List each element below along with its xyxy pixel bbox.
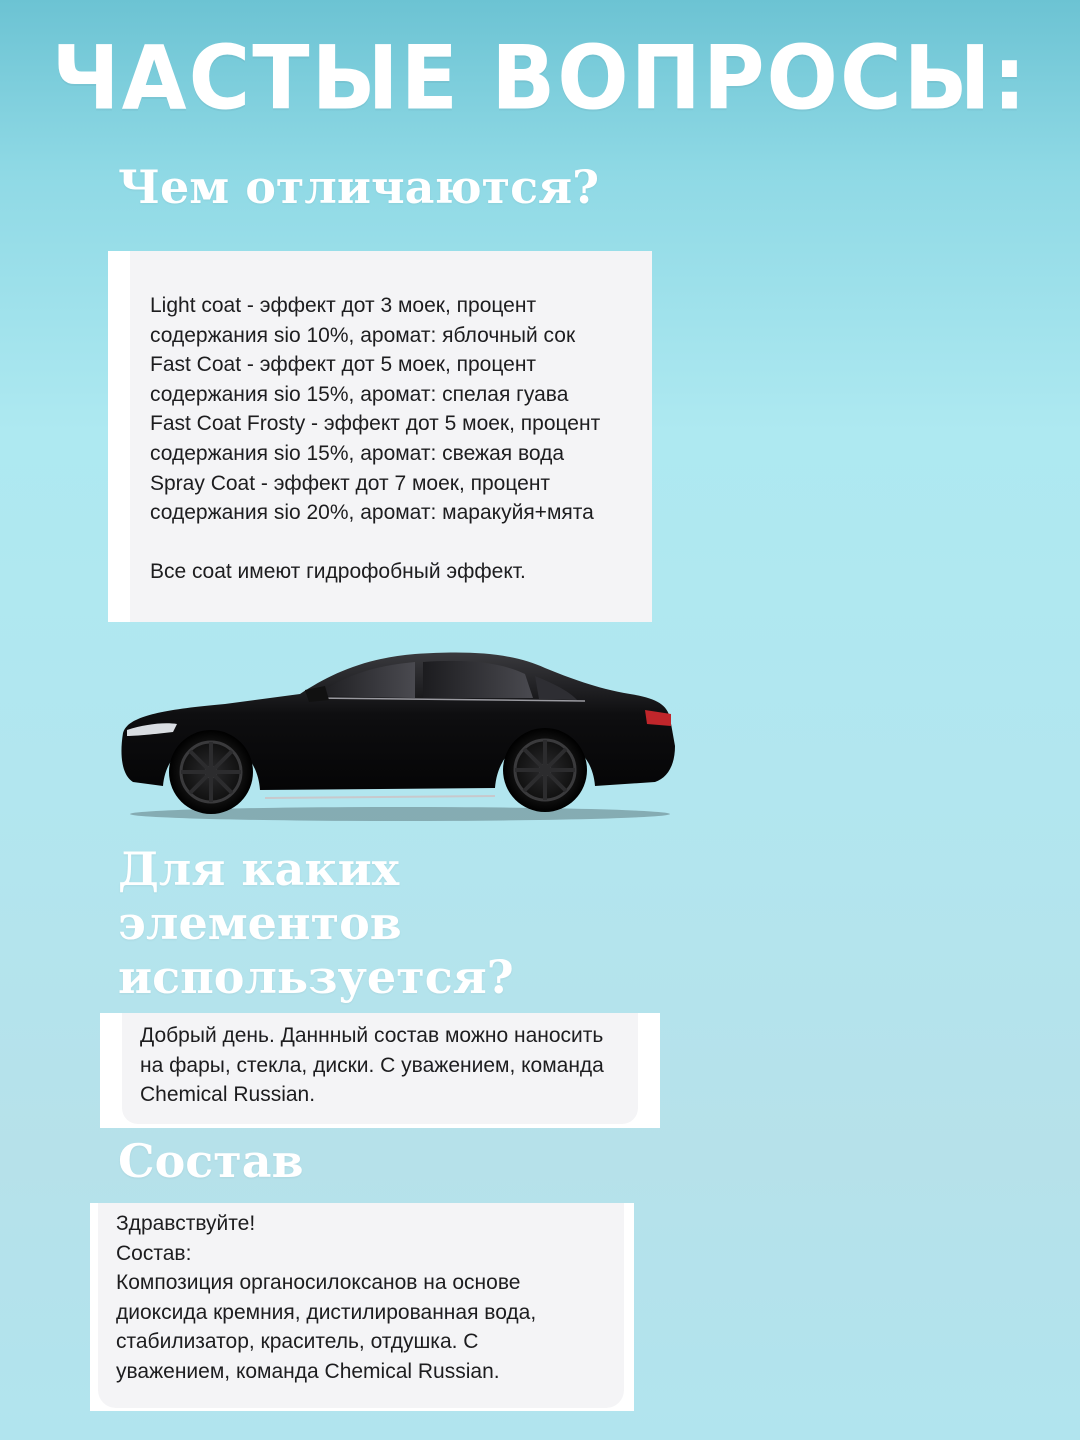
- car-image: [115, 638, 685, 823]
- answer-text-differences: Light coat - эффект дот 3 моек, процент содержания sio 10%, аромат: яблочный сок Fast Coat - эффект дот 5 моек, процент содержания sio 15%, аромат: спелая гуава Fast Coat Frosty - эффект дот 5 моек, процент содержания sio 15%, аромат: свежая вода Spray Coat - эффект дот 7 моек, процент содержания sio 20%, аромат: маракуйя+мята Все coat имеют гидрофобный эффект.: [130, 251, 652, 622]
- answer-card-composition: [90, 1203, 634, 1411]
- section-heading-differences: Чем отличаются?: [118, 160, 600, 214]
- answer-card-differences: [108, 251, 652, 622]
- answer-text-composition: Здравствуйте! Состав: Композиция органосилоксанов на основе диоксида кремния, дистилированная вода, стабилизатор, краситель, отдушка. С уважением, команда Chemical Russian.: [98, 1203, 624, 1408]
- section-heading-composition: Состав: [118, 1134, 304, 1188]
- page-title: ЧАСТЫЕ ВОПРОСЫ:: [51, 26, 1029, 130]
- answer-card-usage: [100, 1013, 660, 1128]
- answer-text-usage: Добрый день. Даннный состав можно наносить на фары, стекла, диски. С уважением, команда Chemical Russian.: [122, 1013, 638, 1124]
- section-heading-usage: Для каких элементов используется?: [118, 842, 514, 1004]
